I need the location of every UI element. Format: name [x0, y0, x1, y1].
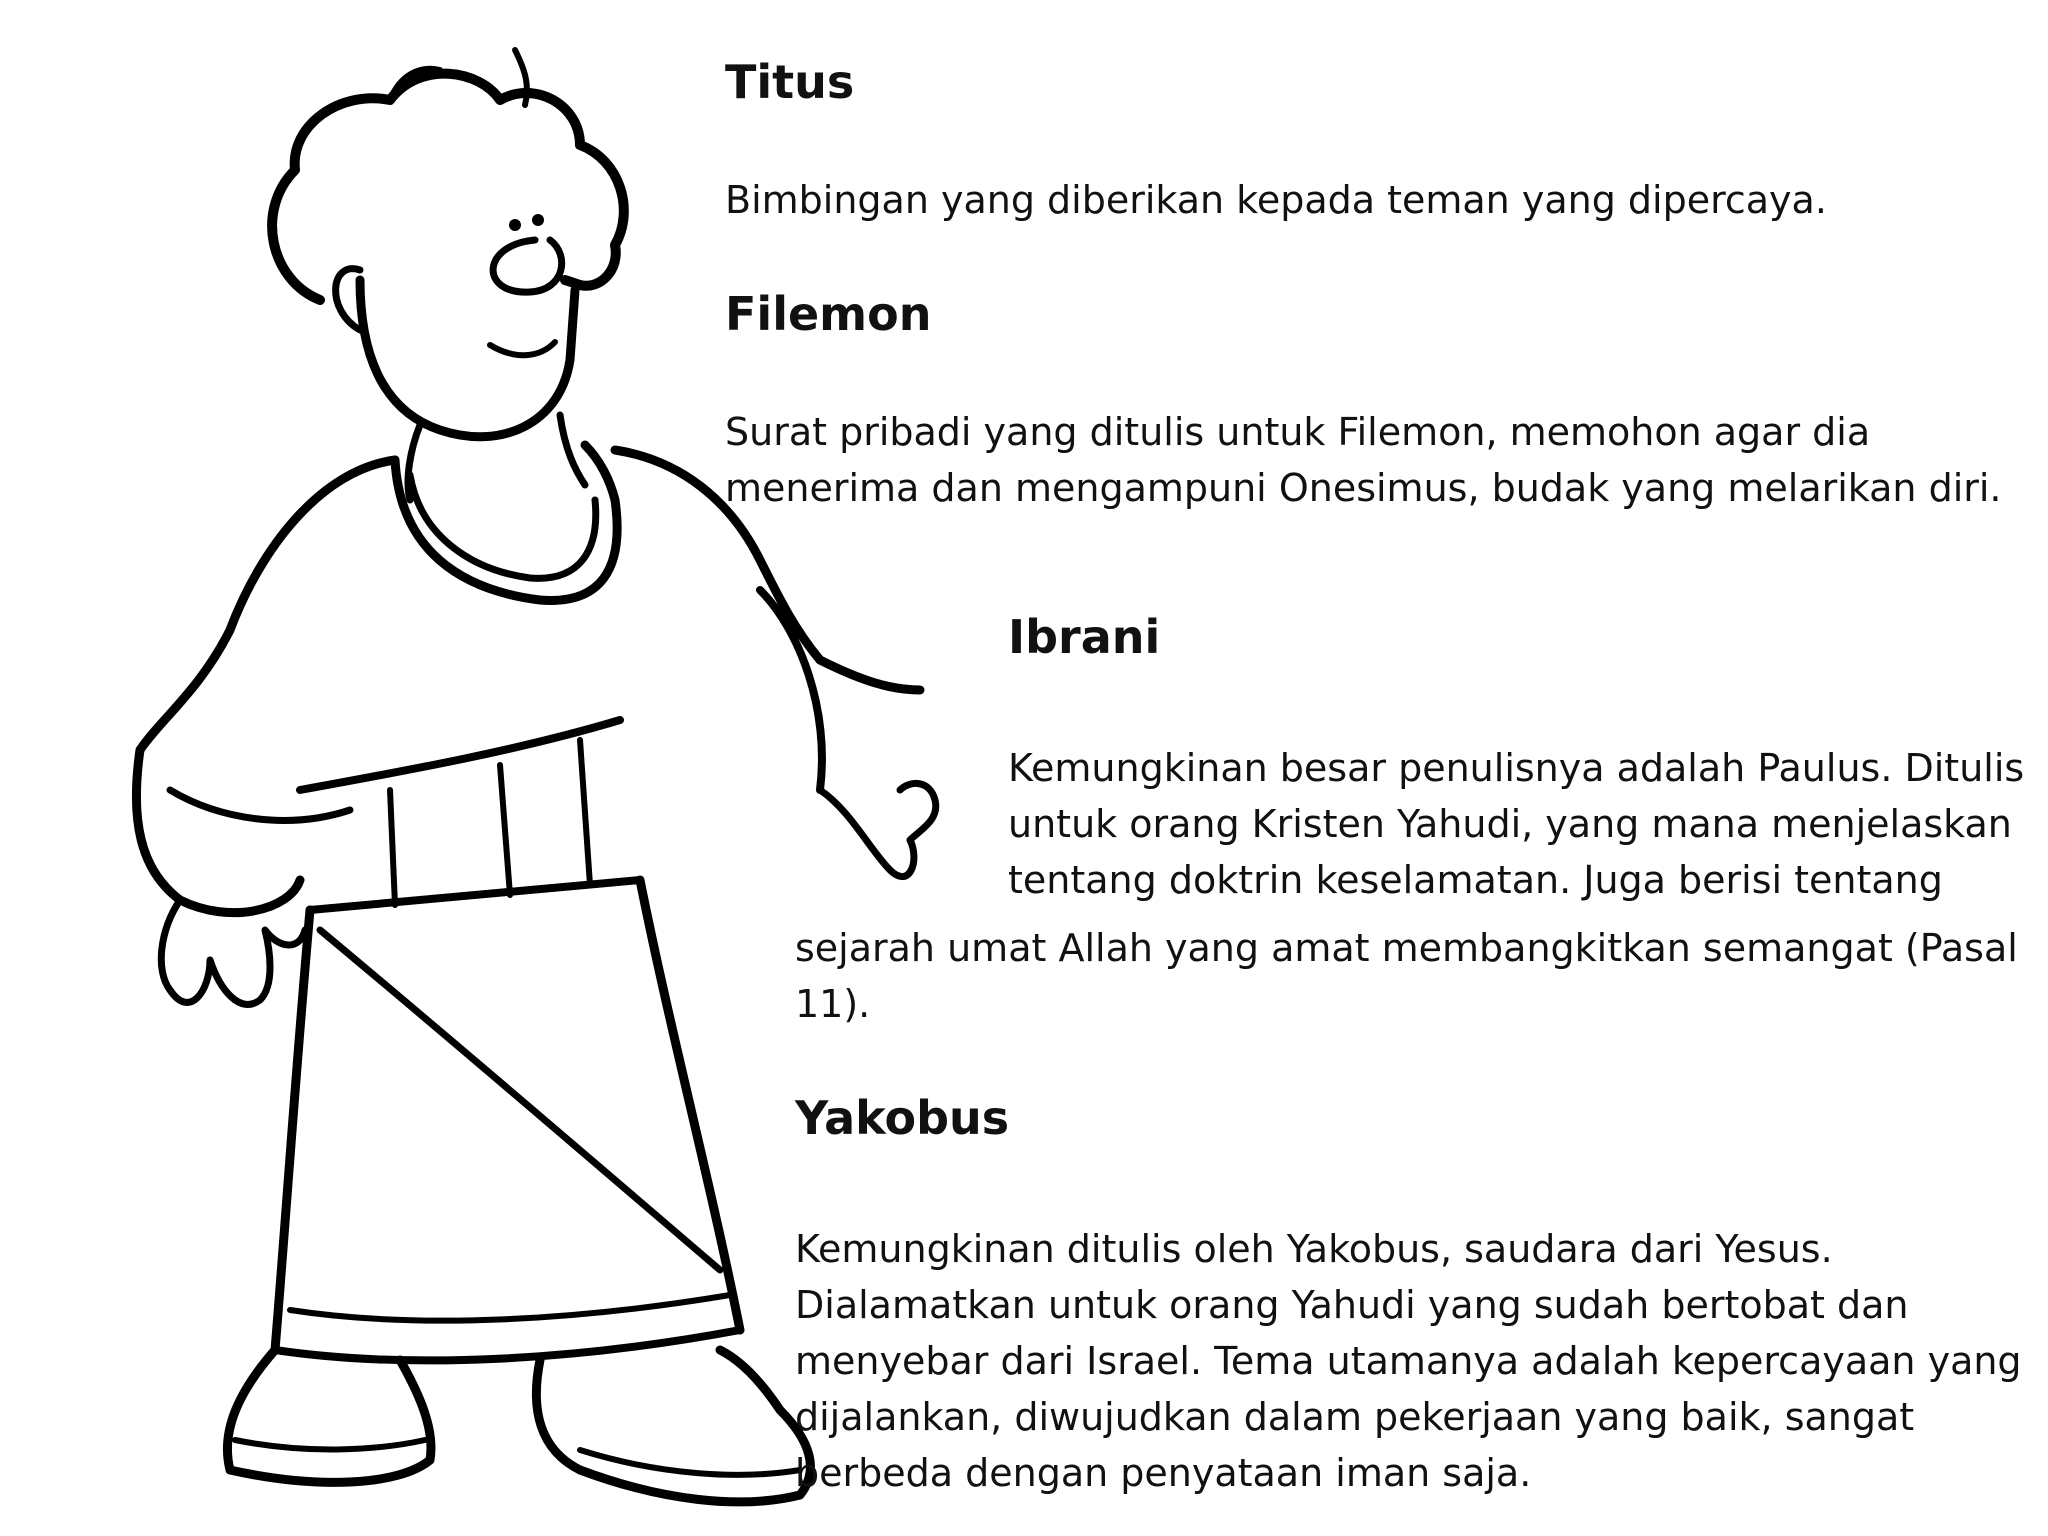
text-line: menyebar dari Israel. Tema utamanya adalah kepercayaan yang: [795, 1339, 2022, 1383]
section-text-ibrani: [1008, 740, 2024, 908]
text-line: 11).: [795, 982, 871, 1026]
text-line: menerima dan mengampuni Onesimus, budak yang melarikan diri.: [725, 466, 2002, 510]
section-title-yakobus: Yakobus: [795, 1091, 1010, 1145]
section-title-titus: Titus: [725, 55, 855, 109]
section-text-ibrani-continued: [795, 920, 2018, 1032]
section-title-ibrani: Ibrani: [1008, 610, 1161, 664]
section-text-filemon: [725, 404, 2002, 516]
text-line: tentang doktrin keselamatan. Juga berisi tentang: [1008, 858, 1943, 902]
section-text-titus: [725, 172, 1827, 228]
text-line: Kemungkinan besar penulisnya adalah Paulus. Ditulis: [1008, 746, 2025, 790]
section-title-filemon: Filemon: [725, 287, 932, 341]
text-line: Kemungkinan ditulis oleh Yakobus, saudara dari Yesus.: [795, 1227, 1833, 1271]
text-line: berbeda dengan penyataan iman saja.: [795, 1451, 1532, 1495]
text-line: Bimbingan yang diberikan kepada teman yang dipercaya.: [725, 178, 1827, 222]
text-line: dijalankan, diwujudkan dalam pekerjaan yang baik, sangat: [795, 1395, 1915, 1439]
text-line: Surat pribadi yang ditulis untuk Filemon, memohon agar dia: [725, 410, 1871, 454]
text-line: Dialamatkan untuk orang Yahudi yang sudah bertobat dan: [795, 1283, 1909, 1327]
text-line: sejarah umat Allah yang amat membangkitkan semangat (Pasal: [795, 926, 2018, 970]
text-line: untuk orang Kristen Yahudi, yang mana menjelaskan: [1008, 802, 2012, 846]
section-text-yakobus: [795, 1221, 2022, 1501]
